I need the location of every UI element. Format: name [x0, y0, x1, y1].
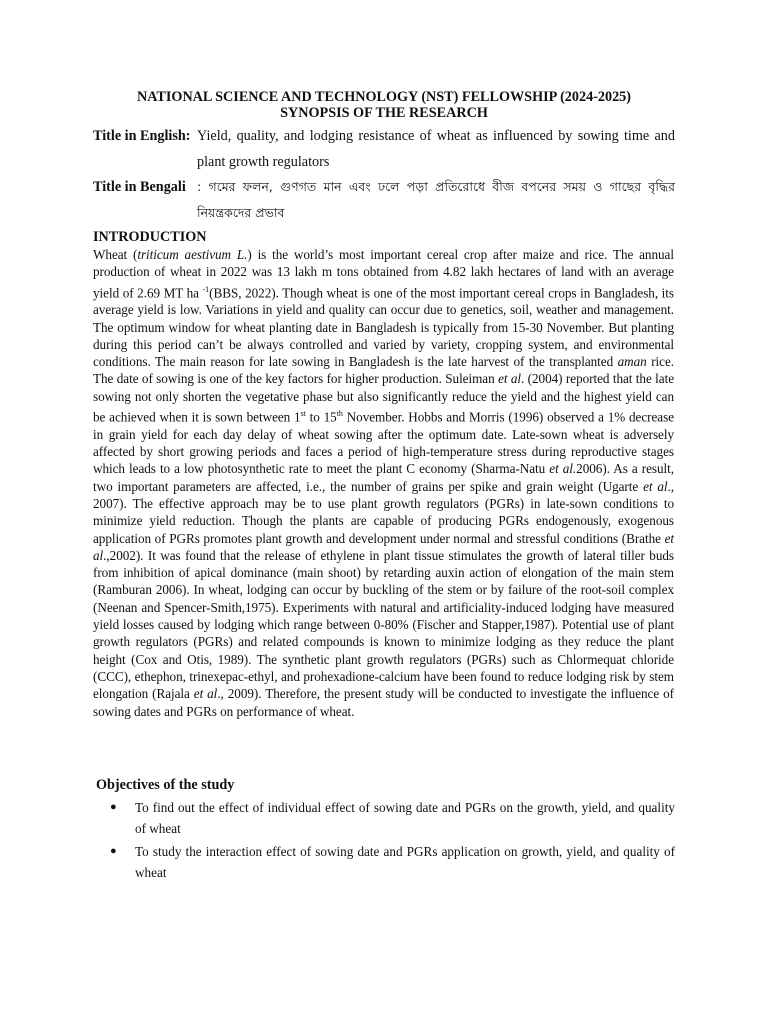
introduction-paragraph: Wheat (triticum aestivum L.) is the world’s most important cereal crop after maize and rice. The annual production of wheat in 2022 was 13 lakh m tons obtained from 4.82 lakh hectares of land with an average yield of 2.69 MT ha $^{-1}$(BBS, 2022). Though wheat is one of the most important cereal crops in Bangladesh, its average yield is low. Variations in yield and quality can occur due to genetics, soil, weather and management. The optimum window for wheat planting date in Bangladesh is typically from 15-30 November. But planting during this period can’t be always controlled and varied by variety, cropping system, and environmental conditions. The main reason for late sowing in Bangladesh is the late harvest of the transplanted aman rice. The date of sowing is one of the key factors for higher production. Suleiman et al. (2004) reported that the late sowing not only shorten the vegetative phase but also significantly reduce the yield and the highest yield can be achieved when it is sown between 1st to 15th November. Hobbs and Morris (1996) observed a 1% decrease in grain yield for each day delay of wheat sowing after the optimum date. Late-sown wheat is adversely affected by short growing periods and faces a period of high-temperature stress during reproductive stages which leads to a low photosynthetic rate to meet the plant C economy (Sharma-Natu et al.2006). As a result, two important parameters are affected, i.e., the number of grains per spike and grain weight (Ugarte et al., 2007). The effective approach may be to use plant growth regulators (PGRs) in late-sown conditions to minimize yield reduction. Though the plants are capable of producing PGRs endogenously, exogenous application of PGRs promotes plant growth and development under normal and stressful conditions (Brathe et al.,2002). It was found that the release of ethylene in plant tissue stimulates the growth of lateral tiller buds from inhibition of apical dominance (main shoot) by retarding auxin action of elongation of the main stem (Ramburan 2006). In wheat, lodging can occur by buckling of the stem or by failure of the root-soil complex (Neenan and Spencer-Smith,1975). Experiments with natural and artificiality-induced lodging have measured yield losses caused by lodging which range between 0-80% (Fischer and Stapper,1987). Potential use of plant growth regulators (PGRs) and related compounds is known to minimize lodging as they reduce the plant height (Cox and Otis, 1989). The synthetic plant growth regulators (PGRs) such as Chlormequat chloride (CCC), ethephon, trinexepac-ethyl, and prohexadione-calcium have been found to reduce lodging risk by stem elongation (Rajala et al., 2009). Therefore, the present study will be conducted to investigate the influence of sowing dates and PGRs on performance of wheat.: [93, 247, 675, 719]
list-item: [107, 797, 675, 839]
synopsis-heading: SYNOPSIS OF THE RESEARCH: [280, 105, 488, 121]
objectives-list: [107, 797, 675, 885]
objective-text: To study the interaction effect of sowing date and PGRs application on growth, yield, and quality of wheat: [135, 844, 675, 880]
bengali-title-label: Title in Bengali: [93, 179, 186, 195]
english-title-row: [93, 123, 675, 175]
bullet-icon: ●: [110, 845, 117, 857]
introduction-heading: INTRODUCTION: [93, 229, 207, 245]
english-title-text: Yield, quality, and lodging resistance of wheat as influenced by sowing time and plant growth regulators: [197, 128, 675, 170]
list-item: [107, 841, 675, 883]
bullet-icon: ●: [110, 801, 117, 813]
bengali-title-row: [93, 174, 675, 226]
objective-text: To find out the effect of individual effect of sowing date and PGRs on the growth, yield, and quality of wheat: [135, 800, 675, 836]
fellowship-heading: NATIONAL SCIENCE AND TECHNOLOGY (NST) FELLOWSHIP (2024-2025): [136, 89, 631, 105]
objectives-heading: Objectives of the study: [96, 777, 235, 793]
bengali-title-text: : গমের ফলন, গুণগত মান এবং ঢলে পড়া প্রতিরোধে বীজ বপনের সময় ও গাছের বৃদ্ধির নিয়ন্ত্রকদের প্রভাব: [197, 179, 675, 220]
english-title-label: Title in English:: [93, 128, 191, 144]
